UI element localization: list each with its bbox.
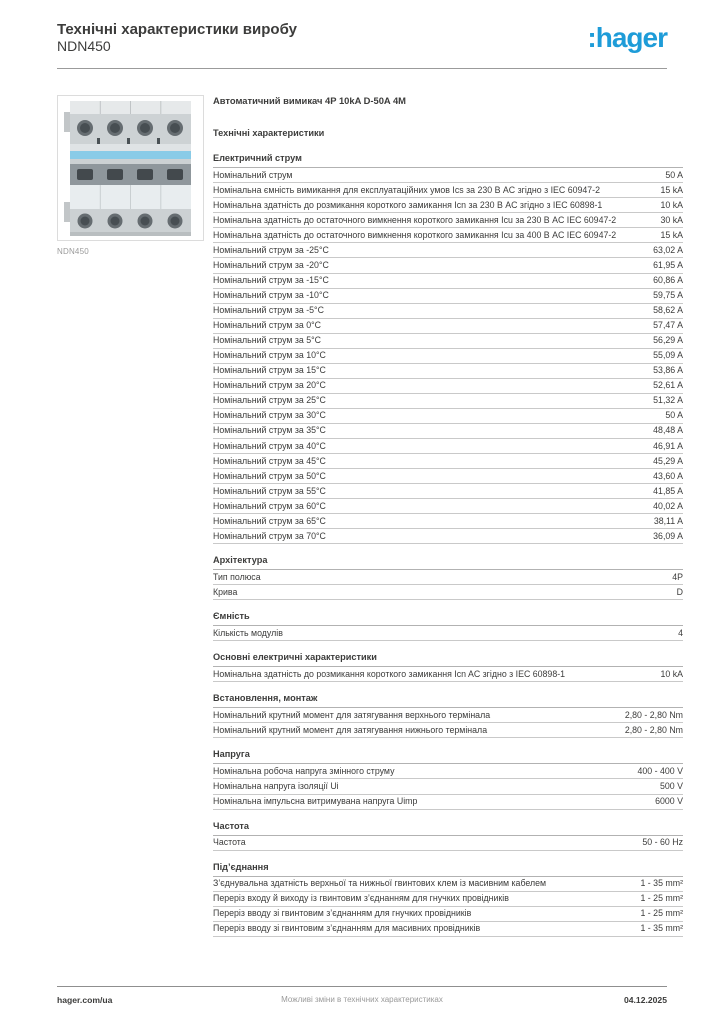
spec-label: Переріз вводу зі гвинтовим з’єднанням для гнучких провідників [213, 908, 472, 919]
spec-section [213, 611, 683, 641]
spec-row [213, 274, 683, 289]
spec-row [213, 585, 683, 600]
product-code: NDN450 [57, 38, 111, 55]
spec-value: 52,61 A [653, 380, 683, 391]
spec-row [213, 258, 683, 273]
spec-label: Номінальний струм за -5°C [213, 305, 324, 316]
spec-value: 6000 V [655, 796, 683, 806]
spec-value: 1 - 35 mm² [640, 878, 683, 888]
spec-label: Тип полюса [213, 571, 261, 582]
spec-row [213, 667, 683, 682]
spec-label: Кількість модулів [213, 627, 283, 638]
spec-label: Номінальний струм за 10°C [213, 350, 326, 361]
spec-value: 57,47 A [653, 320, 683, 331]
spec-label: Номінальний струм за 50°C [213, 470, 326, 481]
footer-site-link[interactable]: hager.com/ua [57, 995, 113, 1005]
spec-row [213, 379, 683, 394]
spec-row [213, 304, 683, 319]
spec-label: Крива [213, 586, 238, 597]
spec-label: Номінальна здатність до розмикання короткого замикання Icn за 230 В AC згідно з IEC 60898-1 [213, 199, 603, 210]
spec-value: D [676, 586, 683, 597]
spec-value: 58,62 A [653, 305, 683, 316]
spec-value: 55,09 A [653, 350, 683, 361]
product-photo [57, 95, 204, 241]
spec-row [213, 779, 683, 794]
spec-value: 46,91 A [653, 440, 683, 451]
spec-row [213, 243, 683, 258]
spec-label: Номінальний струм за 35°C [213, 425, 326, 436]
spec-label: Номінальний крутний момент для затягування нижнього термінала [213, 724, 488, 735]
spec-label: Номінальний струм за -25°C [213, 244, 329, 255]
spec-row [213, 334, 683, 349]
spec-label: Номінальний струм за -15°C [213, 275, 329, 286]
spec-row [213, 394, 683, 409]
spec-row [213, 529, 683, 544]
spec-label: Номінальний струм за 65°C [213, 515, 326, 526]
spec-value: 10 kA [660, 668, 683, 679]
spec-value: 48,48 A [653, 425, 683, 436]
section-title: Під’єднання [213, 862, 683, 877]
page-title: Технічні характеристики виробу [57, 21, 297, 38]
spec-label: Номінальний струм за 25°C [213, 395, 326, 406]
spec-row [213, 626, 683, 641]
spec-subtitle: Технічні характеристики [213, 128, 325, 139]
spec-row [213, 708, 683, 723]
spec-row [213, 499, 683, 514]
spec-value: 500 V [660, 780, 683, 791]
spec-row [213, 213, 683, 228]
spec-value: 1 - 25 mm² [640, 908, 683, 919]
spec-value: 63,02 A [653, 244, 683, 255]
spec-label: Номінальний струм за -10°C [213, 290, 329, 301]
spec-value: 36,09 A [653, 530, 683, 541]
spec-value: 61,95 A [653, 259, 683, 270]
spec-value: 41,85 A [653, 485, 683, 496]
spec-row [213, 439, 683, 454]
spec-sections [213, 153, 683, 936]
spec-label: Номінальний струм за 5°C [213, 335, 321, 346]
section-title: Напруга [213, 749, 683, 764]
spec-value: 50 - 60 Hz [642, 837, 683, 847]
section-title: Електричний струм [213, 153, 683, 168]
spec-value: 60,86 A [653, 275, 683, 286]
spec-value: 38,11 A [653, 515, 683, 526]
footer [57, 995, 667, 1005]
spec-label: Номінальний струм [213, 169, 293, 180]
spec-row [213, 183, 683, 198]
spec-value: 1 - 35 mm² [640, 923, 683, 934]
spec-row [213, 892, 683, 907]
spec-label: Номінальна імпульсна витримувана напруга Uimp [213, 796, 418, 806]
section-title: Основні електричні характеристики [213, 652, 683, 667]
spec-row [213, 469, 683, 484]
spec-label: Номінальна ємність вимикання для експлуатаційних умов Ics за 230 В AC згідно з IEC 60947-2 [213, 184, 600, 195]
spec-section [213, 652, 683, 682]
spec-section [213, 555, 683, 600]
spec-label: Номінальний струм за 60°C [213, 500, 326, 511]
spec-row [213, 424, 683, 439]
spec-label: Номінальний струм за 0°C [213, 320, 321, 331]
spec-label: Номінальний струм за 70°C [213, 530, 326, 541]
product-title: Автоматичний вимикач 4P 10kA D-50A 4M [213, 95, 406, 106]
spec-section [213, 821, 683, 851]
section-title: Ємність [213, 611, 683, 626]
spec-section [213, 749, 683, 809]
footer-date: 04.12.2025 [623, 995, 667, 1005]
spec-value: 2,80 - 2,80 Nm [624, 724, 683, 735]
spec-label: Номінальний струм за 55°C [213, 485, 326, 496]
spec-value: 30 kA [660, 214, 683, 225]
spec-label: Номінальний струм за 15°C [213, 365, 326, 376]
spec-value: 4P [672, 571, 683, 582]
spec-row [213, 168, 683, 183]
spec-row [213, 484, 683, 499]
spec-label: Номінальна здатність до остаточного вимкнення короткого замикання Icu за 230 В AC IEC 60947-2 [213, 214, 617, 225]
header-divider [57, 68, 667, 69]
spec-value: 15 kA [660, 184, 683, 195]
content-column [213, 95, 683, 937]
doc-header [57, 21, 297, 54]
spec-value: 2,80 - 2,80 Nm [624, 709, 683, 720]
spec-value: 59,75 A [653, 290, 683, 301]
spec-row [213, 364, 683, 379]
spec-label: Номінальний струм за -20°C [213, 259, 329, 270]
spec-label: Номінальний струм за 45°C [213, 455, 326, 466]
section-title: Частота [213, 821, 683, 836]
spec-value: 400 - 400 V [637, 765, 683, 776]
spec-row [213, 319, 683, 334]
spec-row [213, 409, 683, 424]
spec-value: 4 [678, 627, 683, 638]
spec-row [213, 836, 683, 851]
spec-label: Переріз вводу зі гвинтовим з’єднанням для масивних провідників [213, 923, 481, 934]
spec-label: Номінальна робоча напруга змінного струму [213, 765, 395, 776]
spec-label: Номінальна здатність до остаточного вимкнення короткого замикання Icu за 400 В AC IEC 60947-2 [213, 229, 617, 240]
section-title: Встановлення, монтаж [213, 693, 683, 708]
spec-row [213, 228, 683, 243]
spec-row [213, 723, 683, 738]
spec-value: 50 A [665, 410, 683, 421]
spec-label: З’єднувальна здатність верхньої та нижньої гвинтових клем із масивним кабелем [213, 878, 547, 888]
spec-label: Номінальна здатність до розмикання короткого замикання Icn AC згідно з IEC 60898-1 [213, 668, 566, 679]
spec-label: Номінальна напруга ізоляції Ui [213, 780, 339, 791]
section-title: Архітектура [213, 555, 683, 570]
spec-value: 50 A [665, 169, 683, 180]
photo-caption: NDN450 [57, 247, 89, 256]
spec-row [213, 570, 683, 585]
spec-value: 45,29 A [653, 455, 683, 466]
spec-row [213, 198, 683, 213]
spec-label: Частота [213, 837, 246, 847]
spec-value: 53,86 A [653, 365, 683, 376]
spec-row [213, 922, 683, 937]
spec-value: 1 - 25 mm² [640, 893, 683, 904]
spec-row [213, 289, 683, 304]
spec-row [213, 349, 683, 364]
spec-row [213, 764, 683, 779]
spec-row [213, 454, 683, 469]
spec-label: Номінальний струм за 20°C [213, 380, 326, 391]
spec-section [213, 153, 683, 544]
spec-value: 40,02 A [653, 500, 683, 511]
spec-row [213, 877, 683, 892]
spec-section [213, 693, 683, 738]
spec-section [213, 862, 683, 937]
spec-value: 15 kA [660, 229, 683, 240]
spec-value: 43,60 A [653, 470, 683, 481]
spec-row [213, 514, 683, 529]
product-column [57, 95, 204, 256]
spec-value: 56,29 A [653, 335, 683, 346]
footer-note: Можливі зміни в технічних характеристиках [281, 995, 443, 1004]
circuit-breaker-image [58, 96, 203, 240]
hager-logo: :hager [587, 22, 667, 53]
spec-row [213, 795, 683, 810]
spec-value: 10 kA [660, 199, 683, 210]
spec-label: Номінальний крутний момент для затягування верхнього термінала [213, 709, 491, 720]
spec-label: Номінальний струм за 30°C [213, 410, 326, 421]
footer-divider [57, 986, 667, 987]
spec-row [213, 907, 683, 922]
spec-label: Переріз входу й виходу із гвинтовим з’єднанням для гнучких провідників [213, 893, 509, 904]
spec-label: Номінальний струм за 40°C [213, 440, 326, 451]
spec-value: 51,32 A [653, 395, 683, 406]
